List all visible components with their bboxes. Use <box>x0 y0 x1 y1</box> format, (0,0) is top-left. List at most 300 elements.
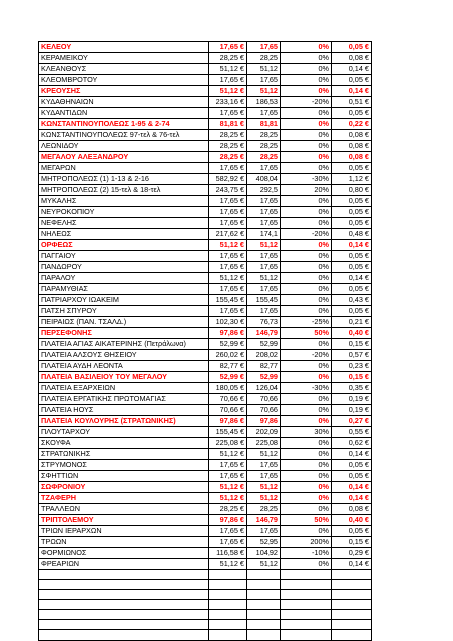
change-percent-cell: 200% <box>281 537 332 548</box>
per-day-cell: 0,08 € <box>332 152 372 163</box>
change-percent-cell <box>281 610 332 620</box>
change-percent-cell: 0% <box>281 361 332 372</box>
change-percent-cell <box>281 630 332 640</box>
street-name-cell: ΤΡΙΩΝ ΙΕΡΑΡΧΩΝ <box>39 526 209 537</box>
street-name-cell: ΠΛΑΤΕΙΑ ΒΑΣΙΛΕΙΟΥ ΤΟΥ ΜΕΓΑΛΟΥ <box>39 372 209 383</box>
change-percent-cell: 0% <box>281 119 332 130</box>
table-row <box>39 273 372 284</box>
per-day-cell: 0,14 € <box>332 449 372 460</box>
price-old-cell: 51,12 € <box>209 493 247 504</box>
per-day-cell: 0,14 € <box>332 482 372 493</box>
per-day-cell: 0,29 € <box>332 548 372 559</box>
price-new-cell: 51,12 <box>247 493 281 504</box>
table-row <box>39 75 372 86</box>
change-percent-cell: 0% <box>281 449 332 460</box>
per-day-cell: 0,08 € <box>332 130 372 141</box>
change-percent-cell <box>281 570 332 580</box>
per-day-cell: 0,14 € <box>332 559 372 570</box>
price-new-cell: 202,09 <box>247 427 281 438</box>
price-new-cell: 51,12 <box>247 273 281 284</box>
price-new-cell: 17,65 <box>247 75 281 86</box>
per-day-cell: 0,05 € <box>332 460 372 471</box>
per-day-cell: 0,27 € <box>332 416 372 427</box>
per-day-cell: 0,05 € <box>332 306 372 317</box>
price-old-cell: 81,81 € <box>209 119 247 130</box>
per-day-cell: 0,05 € <box>332 262 372 273</box>
per-day-cell: 0,05 € <box>332 108 372 119</box>
change-percent-cell: -25% <box>281 317 332 328</box>
per-day-cell: 0,05 € <box>332 207 372 218</box>
street-name-cell: ΚΩΝΣΤΑΝΤΙΝΟΥΠΟΛΕΩΣ 1-95 & 2-74 <box>39 119 209 130</box>
table-row <box>39 262 372 273</box>
price-new-cell: 208,02 <box>247 350 281 361</box>
street-name-cell: ΠΑΡΑΜΥΘΙΑΣ <box>39 284 209 295</box>
street-name-cell: ΣΤΡΑΤΩΝΙΚΗΣ <box>39 449 209 460</box>
street-name-cell: ΠΛΟΥΤΑΡΧΟΥ <box>39 427 209 438</box>
price-new-cell: 126,04 <box>247 383 281 394</box>
price-new-cell: 17,65 <box>247 207 281 218</box>
street-name-cell: ΠΑΡΑΛΟΥ <box>39 273 209 284</box>
table-row <box>39 361 372 372</box>
per-day-cell <box>332 610 372 620</box>
street-name-cell: ΤΡΙΠΤΟΛΕΜΟΥ <box>39 515 209 526</box>
price-new-cell: 408,04 <box>247 174 281 185</box>
per-day-cell: 0,08 € <box>332 141 372 152</box>
per-day-cell: 0,35 € <box>332 383 372 394</box>
table-row <box>39 317 372 328</box>
price-new-cell <box>247 570 281 580</box>
price-new-cell: 51,12 <box>247 559 281 570</box>
price-new-cell: 51,12 <box>247 482 281 493</box>
price-old-cell <box>209 580 247 590</box>
street-name-cell: ΣΤΡΥΜΟΝΟΣ <box>39 460 209 471</box>
change-percent-cell: 0% <box>281 163 332 174</box>
price-old-cell: 17,65 € <box>209 284 247 295</box>
table-row <box>39 460 372 471</box>
per-day-cell: 0,14 € <box>332 86 372 97</box>
change-percent-cell: 0% <box>281 75 332 86</box>
per-day-cell: 0,55 € <box>332 427 372 438</box>
per-day-cell: 1,12 € <box>332 174 372 185</box>
table-row <box>39 493 372 504</box>
price-new-cell: 174,1 <box>247 229 281 240</box>
price-old-cell <box>209 630 247 640</box>
price-old-cell: 17,65 € <box>209 251 247 262</box>
price-old-cell: 51,12 € <box>209 273 247 284</box>
change-percent-cell: 0% <box>281 196 332 207</box>
change-percent-cell: -20% <box>281 229 332 240</box>
price-old-cell <box>209 600 247 610</box>
street-name-cell: ΦΡΕΑΡΙΩΝ <box>39 559 209 570</box>
per-day-cell: 0,21 € <box>332 317 372 328</box>
change-percent-cell: -30% <box>281 383 332 394</box>
table-row <box>39 590 372 600</box>
price-new-cell: 51,12 <box>247 240 281 251</box>
change-percent-cell: 0% <box>281 273 332 284</box>
change-percent-cell: 0% <box>281 295 332 306</box>
per-day-cell <box>332 630 372 640</box>
price-new-cell: 17,65 <box>247 196 281 207</box>
per-day-cell: 0,14 € <box>332 240 372 251</box>
street-name-cell: ΜΥΚΑΛΗΣ <box>39 196 209 207</box>
change-percent-cell: 0% <box>281 218 332 229</box>
street-name-cell: ΣΦΗΤΤΙΩΝ <box>39 471 209 482</box>
table-row <box>39 108 372 119</box>
per-day-cell: 0,40 € <box>332 328 372 339</box>
price-new-cell: 70,66 <box>247 394 281 405</box>
price-new-cell: 17,65 <box>247 108 281 119</box>
change-percent-cell: 0% <box>281 53 332 64</box>
per-day-cell: 0,62 € <box>332 438 372 449</box>
price-new-cell <box>247 600 281 610</box>
change-percent-cell: 0% <box>281 460 332 471</box>
change-percent-cell: 50% <box>281 328 332 339</box>
table-row <box>39 295 372 306</box>
table-row <box>39 86 372 97</box>
price-old-cell: 180,05 € <box>209 383 247 394</box>
per-day-cell: 0,48 € <box>332 229 372 240</box>
price-new-cell <box>247 610 281 620</box>
per-day-cell: 0,05 € <box>332 284 372 295</box>
table-row <box>39 196 372 207</box>
per-day-cell: 0,05 € <box>332 251 372 262</box>
street-name-cell: ΠΕΡΣΕΦΟΝΗΣ <box>39 328 209 339</box>
table-row <box>39 620 372 630</box>
street-name-cell: ΤΡΩΩΝ <box>39 537 209 548</box>
per-day-cell: 0,23 € <box>332 361 372 372</box>
price-new-cell: 225,08 <box>247 438 281 449</box>
change-percent-cell: 0% <box>281 482 332 493</box>
per-day-cell: 0,57 € <box>332 350 372 361</box>
price-old-cell: 17,65 € <box>209 262 247 273</box>
price-old-cell: 51,12 € <box>209 559 247 570</box>
street-name-cell: ΝΕΥΡΟΚΟΠΙΟΥ <box>39 207 209 218</box>
price-old-cell: 52,99 € <box>209 372 247 383</box>
price-old-cell: 97,86 € <box>209 515 247 526</box>
price-old-cell: 155,45 € <box>209 427 247 438</box>
per-day-cell <box>332 570 372 580</box>
price-old-cell: 17,65 € <box>209 207 247 218</box>
table-row <box>39 610 372 620</box>
price-old-cell: 17,65 € <box>209 460 247 471</box>
street-name-cell: ΠΛΑΤΕΙΑ ΑΥΔΗ ΛΕΟΝΤΑ <box>39 361 209 372</box>
street-name-cell <box>39 610 209 620</box>
table-row <box>39 251 372 262</box>
price-old-cell: 243,75 € <box>209 185 247 196</box>
change-percent-cell: 0% <box>281 130 332 141</box>
per-day-cell: 0,15 € <box>332 339 372 350</box>
per-day-cell: 0,05 € <box>332 526 372 537</box>
per-day-cell: 0,19 € <box>332 394 372 405</box>
change-percent-cell: 0% <box>281 251 332 262</box>
price-new-cell: 17,65 <box>247 218 281 229</box>
price-old-cell: 17,65 € <box>209 471 247 482</box>
price-old-cell: 17,65 € <box>209 526 247 537</box>
price-old-cell: 17,65 € <box>209 537 247 548</box>
price-new-cell <box>247 590 281 600</box>
per-day-cell: 0,22 € <box>332 119 372 130</box>
street-name-cell: ΠΛΑΤΕΙΑ ΚΟΥΛΟΥΡΗΣ (ΣΤΡΑΤΩΝΙΚΗΣ) <box>39 416 209 427</box>
price-new-cell: 76,73 <box>247 317 281 328</box>
change-percent-cell <box>281 590 332 600</box>
per-day-cell: 0,43 € <box>332 295 372 306</box>
price-old-cell: 52,99 € <box>209 339 247 350</box>
price-new-cell: 28,25 <box>247 53 281 64</box>
street-name-cell: ΤΡΑΛΛΕΩΝ <box>39 504 209 515</box>
table-row <box>39 97 372 108</box>
change-percent-cell: 0% <box>281 42 332 53</box>
table-row <box>39 328 372 339</box>
table-row <box>39 240 372 251</box>
change-percent-cell: -20% <box>281 97 332 108</box>
price-new-cell: 17,65 <box>247 42 281 53</box>
price-new-cell: 104,92 <box>247 548 281 559</box>
table-row <box>39 580 372 590</box>
price-new-cell: 51,12 <box>247 449 281 460</box>
table-row <box>39 174 372 185</box>
street-name-cell <box>39 630 209 640</box>
price-old-cell: 70,66 € <box>209 394 247 405</box>
street-name-cell: ΠΛΑΤΕΙΑ ΗΟΥΣ <box>39 405 209 416</box>
change-percent-cell <box>281 620 332 630</box>
change-percent-cell <box>281 600 332 610</box>
per-day-cell: 0,14 € <box>332 64 372 75</box>
price-new-cell: 17,65 <box>247 460 281 471</box>
per-day-cell <box>332 590 372 600</box>
price-new-cell: 51,12 <box>247 64 281 75</box>
change-percent-cell: -10% <box>281 548 332 559</box>
street-name-cell: ΜΗΤΡΟΠΟΛΕΩΣ (1) 1-13 & 2-16 <box>39 174 209 185</box>
price-old-cell: 51,12 € <box>209 64 247 75</box>
table-row <box>39 218 372 229</box>
price-old-cell: 17,65 € <box>209 42 247 53</box>
table-row <box>39 416 372 427</box>
price-old-cell: 28,25 € <box>209 53 247 64</box>
change-percent-cell: 0% <box>281 141 332 152</box>
change-percent-cell: 0% <box>281 339 332 350</box>
price-new-cell: 70,66 <box>247 405 281 416</box>
table-row <box>39 284 372 295</box>
price-old-cell: 82,77 € <box>209 361 247 372</box>
price-new-cell: 28,25 <box>247 130 281 141</box>
price-old-cell: 28,25 € <box>209 504 247 515</box>
street-name-cell: ΚΡΕΟΥΣΗΣ <box>39 86 209 97</box>
street-name-cell: ΟΡΦΕΩΣ <box>39 240 209 251</box>
change-percent-cell: 0% <box>281 207 332 218</box>
table-row <box>39 141 372 152</box>
price-old-cell: 102,30 € <box>209 317 247 328</box>
table-row <box>39 537 372 548</box>
change-percent-cell: 0% <box>281 416 332 427</box>
per-day-cell: 0,08 € <box>332 504 372 515</box>
per-day-cell: 0,15 € <box>332 537 372 548</box>
change-percent-cell: 0% <box>281 284 332 295</box>
table-row <box>39 559 372 570</box>
price-old-cell: 51,12 € <box>209 240 247 251</box>
change-percent-cell: 0% <box>281 493 332 504</box>
street-name-cell: ΚΛΕΑΝΘΟΥΣ <box>39 64 209 75</box>
per-day-cell <box>332 620 372 630</box>
per-day-cell: 0,80 € <box>332 185 372 196</box>
street-name-cell: ΠΛΑΤΕΙΑ ΑΛΣΟΥΣ ΘΗΣΕΙΟΥ <box>39 350 209 361</box>
price-old-cell: 28,25 € <box>209 130 247 141</box>
price-old-cell: 260,02 € <box>209 350 247 361</box>
table-row <box>39 471 372 482</box>
price-old-cell: 17,65 € <box>209 306 247 317</box>
change-percent-cell: 0% <box>281 64 332 75</box>
per-day-cell: 0,40 € <box>332 515 372 526</box>
price-new-cell <box>247 580 281 590</box>
table-row <box>39 504 372 515</box>
price-new-cell: 28,25 <box>247 141 281 152</box>
change-percent-cell: 0% <box>281 262 332 273</box>
price-new-cell: 52,95 <box>247 537 281 548</box>
street-name-cell: ΚΕΡΑΜΕΙΚΟΥ <box>39 53 209 64</box>
price-new-cell: 17,65 <box>247 526 281 537</box>
table-body <box>39 42 372 641</box>
street-name-cell: ΠΛΑΤΕΙΑ ΑΓΙΑΣ ΑΙΚΑΤΕΡΙΝΗΣ (Πετράλωνα) <box>39 339 209 350</box>
price-new-cell: 17,65 <box>247 251 281 262</box>
table-row <box>39 339 372 350</box>
price-old-cell <box>209 620 247 630</box>
price-new-cell: 17,65 <box>247 163 281 174</box>
price-old-cell: 17,65 € <box>209 75 247 86</box>
street-name-cell: ΠΑΤΣΗ ΣΠΥΡΟΥ <box>39 306 209 317</box>
change-percent-cell: 0% <box>281 306 332 317</box>
street-name-cell: ΠΑΝΔΩΡΟΥ <box>39 262 209 273</box>
street-name-cell: ΠΛΑΤΕΙΑ ΕΡΓΑΤΙΚΗΣ ΠΡΩΤΟΜΑΓΙΑΣ <box>39 394 209 405</box>
change-percent-cell: 0% <box>281 240 332 251</box>
street-name-cell: ΚΛΕΟΜΒΡΟΤΟΥ <box>39 75 209 86</box>
street-name-cell: ΠΕΙΡΑΙΩΣ (ΠΑΝ. ΤΣΑΛΔ.) <box>39 317 209 328</box>
street-name-cell: ΜΗΤΡΟΠΟΛΕΩΣ (2) 15-τελ & 18-τελ <box>39 185 209 196</box>
table-row <box>39 372 372 383</box>
street-name-cell: ΦΟΡΜΙΩΝΟΣ <box>39 548 209 559</box>
price-old-cell: 51,12 € <box>209 449 247 460</box>
price-old-cell: 233,16 € <box>209 97 247 108</box>
price-old-cell: 17,65 € <box>209 218 247 229</box>
per-day-cell: 0,51 € <box>332 97 372 108</box>
per-day-cell: 0,05 € <box>332 42 372 53</box>
price-old-cell: 582,92 € <box>209 174 247 185</box>
price-old-cell: 17,65 € <box>209 108 247 119</box>
change-percent-cell: 0% <box>281 86 332 97</box>
street-name-cell: ΜΕΓΑΡΩΝ <box>39 163 209 174</box>
price-new-cell: 51,12 <box>247 86 281 97</box>
price-old-cell: 155,45 € <box>209 295 247 306</box>
price-new-cell: 82,77 <box>247 361 281 372</box>
street-name-cell <box>39 570 209 580</box>
per-day-cell: 0,05 € <box>332 471 372 482</box>
price-old-cell: 116,58 € <box>209 548 247 559</box>
change-percent-cell: 20% <box>281 185 332 196</box>
per-day-cell: 0,05 € <box>332 218 372 229</box>
table-row <box>39 119 372 130</box>
table-row <box>39 306 372 317</box>
table-row <box>39 438 372 449</box>
per-day-cell: 0,14 € <box>332 273 372 284</box>
street-name-cell: ΚΩΝΣΤΑΝΤΙΝΟΥΠΟΛΕΩΣ 97-τελ & 76-τελ <box>39 130 209 141</box>
price-new-cell: 146,79 <box>247 515 281 526</box>
street-name-cell <box>39 590 209 600</box>
table-row <box>39 163 372 174</box>
change-percent-cell: 50% <box>281 515 332 526</box>
street-name-cell: ΣΚΟΥΦΑ <box>39 438 209 449</box>
price-old-cell: 17,65 € <box>209 163 247 174</box>
change-percent-cell: 0% <box>281 559 332 570</box>
price-new-cell: 186,53 <box>247 97 281 108</box>
street-name-cell: ΠΛΑΤΕΙΑ ΕΞΑΡΧΕΙΩΝ <box>39 383 209 394</box>
table-row <box>39 130 372 141</box>
change-percent-cell: 0% <box>281 438 332 449</box>
street-name-cell <box>39 620 209 630</box>
price-new-cell <box>247 620 281 630</box>
table-row <box>39 383 372 394</box>
table-row <box>39 53 372 64</box>
street-name-cell: ΚΕΛΕΟΥ <box>39 42 209 53</box>
table-row <box>39 570 372 580</box>
price-new-cell: 146,79 <box>247 328 281 339</box>
table-row <box>39 630 372 640</box>
price-old-cell <box>209 570 247 580</box>
table-row <box>39 229 372 240</box>
price-old-cell: 225,08 € <box>209 438 247 449</box>
street-name-cell: ΚΥΔΑΘΗΝΑΙΩΝ <box>39 97 209 108</box>
street-name-cell <box>39 600 209 610</box>
price-old-cell <box>209 610 247 620</box>
per-day-cell: 0,08 € <box>332 53 372 64</box>
change-percent-cell: 30% <box>281 427 332 438</box>
per-day-cell: 0,19 € <box>332 405 372 416</box>
street-name-cell: ΜΕΓΑΛΟΥ ΑΛΕΞΑΝΔΡΟΥ <box>39 152 209 163</box>
table-row <box>39 427 372 438</box>
street-name-cell: ΚΥΔΑΝΤΙΔΩΝ <box>39 108 209 119</box>
change-percent-cell: -20% <box>281 350 332 361</box>
table-row <box>39 64 372 75</box>
price-new-cell: 17,65 <box>247 284 281 295</box>
price-table <box>38 41 372 641</box>
price-old-cell: 217,62 € <box>209 229 247 240</box>
price-old-cell: 97,86 € <box>209 328 247 339</box>
table-row <box>39 515 372 526</box>
price-new-cell: 28,25 <box>247 504 281 515</box>
change-percent-cell: 0% <box>281 394 332 405</box>
price-old-cell: 28,25 € <box>209 152 247 163</box>
street-name-cell: ΝΗΛΕΩΣ <box>39 229 209 240</box>
price-new-cell: 17,65 <box>247 306 281 317</box>
price-new-cell: 81,81 <box>247 119 281 130</box>
price-new-cell: 52,99 <box>247 372 281 383</box>
table-row <box>39 207 372 218</box>
per-day-cell: 0,15 € <box>332 372 372 383</box>
price-old-cell <box>209 590 247 600</box>
price-old-cell: 97,86 € <box>209 416 247 427</box>
table-row <box>39 185 372 196</box>
price-new-cell: 17,65 <box>247 471 281 482</box>
table-row <box>39 449 372 460</box>
per-day-cell: 0,05 € <box>332 196 372 207</box>
table-row <box>39 42 372 53</box>
price-old-cell: 17,65 € <box>209 196 247 207</box>
price-new-cell: 97,86 <box>247 416 281 427</box>
change-percent-cell: 0% <box>281 108 332 119</box>
price-new-cell: 155,45 <box>247 295 281 306</box>
price-new-cell: 28,25 <box>247 152 281 163</box>
per-day-cell <box>332 580 372 590</box>
per-day-cell: 0,14 € <box>332 493 372 504</box>
change-percent-cell: 0% <box>281 372 332 383</box>
change-percent-cell: -30% <box>281 174 332 185</box>
